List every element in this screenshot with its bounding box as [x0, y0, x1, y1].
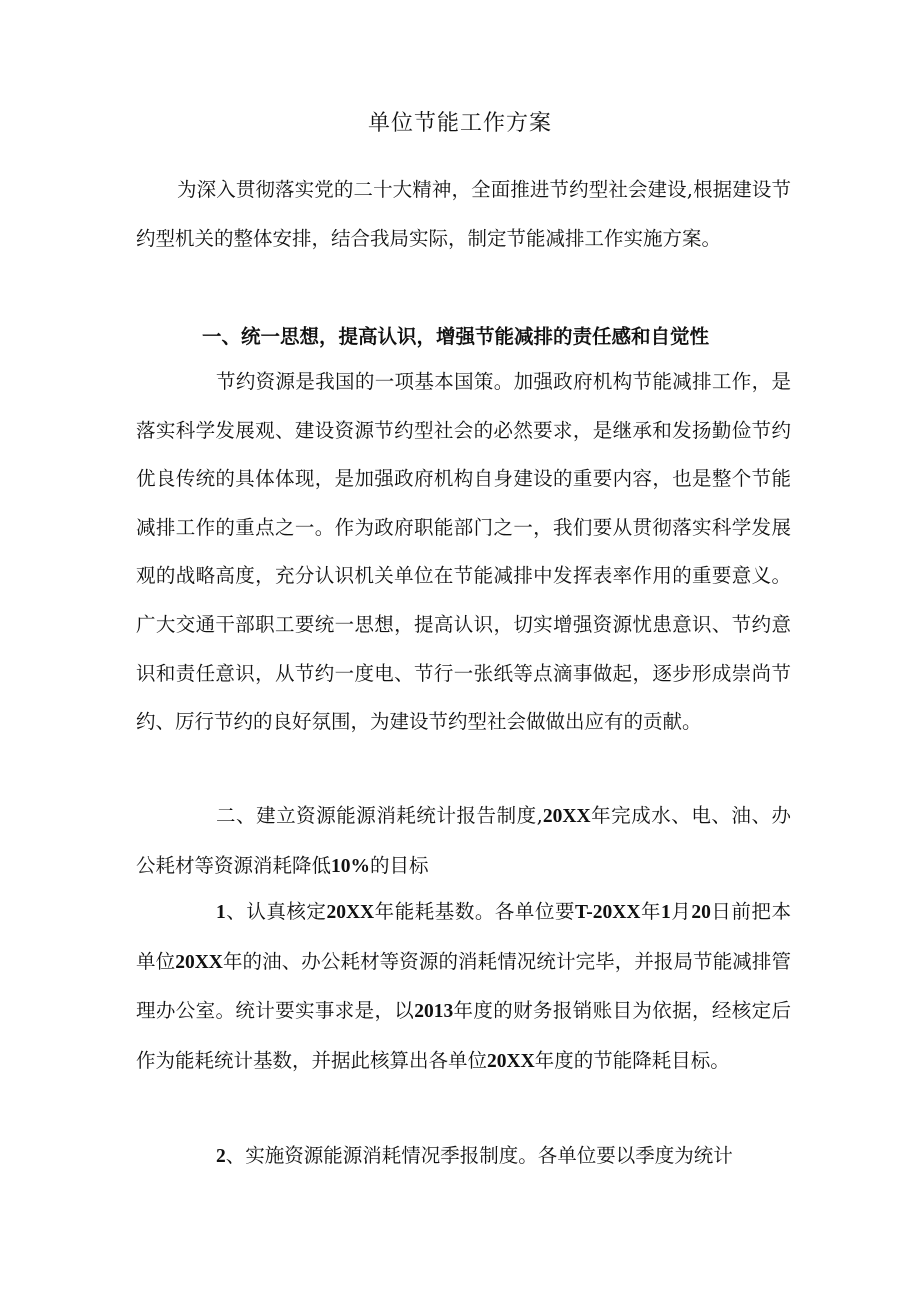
item-2-text: 、实施资源能源消耗情况季报制度。各单位要以季度为统计 [225, 1144, 733, 1167]
section-2-heading-text: 年完成水、电、油、办公耗材等资源消耗降低 [136, 804, 791, 877]
item-1-year: 20XX [175, 951, 223, 973]
section-1-heading: 一、统一思想，提高认识，增强节能减排的责任感和自觉性 [202, 325, 710, 348]
section-2-heading-text: 二、建立资源能源消耗统计报告制度, [216, 804, 543, 827]
item-1-day: 20 [691, 902, 711, 923]
item-1-base-year: 2013 [414, 1001, 454, 1023]
section-2-year: 20XX [542, 806, 591, 827]
item-1-text: 年 [640, 900, 661, 923]
item-1-text: 年度的节能降耗目标。 [534, 1048, 730, 1072]
section-2-heading-text: 的目标 [370, 853, 429, 877]
item-2-paragraph [136, 1132, 791, 1182]
item-1-month: 1 [660, 902, 671, 923]
item-1-text: 年能耗基数。各单位要 [374, 900, 576, 923]
item-2-number: 2 [216, 1146, 226, 1167]
item-1-text: 月 [670, 900, 692, 923]
item-1-deadline-year: T-20XX [575, 902, 641, 923]
item-1-text: 年度的财务报销账目为依据，经核定后作为能耗统计基数，并据此核算出各单位 [136, 999, 791, 1072]
item-1-text: 年的油、办公耗材等资源的消耗情况统计完毕，并报局节能减排管理办公室。统计要实事求是，以 [136, 949, 791, 1023]
item-1-year: 20XX [326, 902, 375, 923]
item-1-text: 、认真核定 [225, 900, 327, 923]
intro-paragraph: 为深入贯彻落实党的二十大精神，全面推进节约型社会建设,根据建设节约型机关的整体安排，结合我局实际，制定节能减排工作实施方案。 [136, 178, 791, 250]
section-2-percent: 10% [331, 855, 371, 877]
item-1-year: 20XX [487, 1050, 535, 1072]
item-1-number: 1 [216, 902, 226, 923]
item-1-paragraph [136, 888, 791, 1086]
document-title: 单位节能工作方案 [367, 111, 552, 136]
item-1-text: 日前把本单位 [136, 900, 791, 973]
section-2-heading [136, 792, 791, 891]
section-1-body: 节约资源是我国的一项基本国策。加强政府机构节能减排工作，是落实科学发展观、建设资源节约型社会的必然要求，是继承和发扬勤俭节约优良传统的具体体现，是加强政府机构自身建设的重要内容，也是整个节能减排工作的重点之一。作为政府职能部门之一，我们要从贯彻落实科学发展观的战略高度，充分认识机关单位在节能减排中发挥表率作用的重要意义。广大交通干部职工要统一思想，提高认识，切实增强资源忧患意识、节约意识和责任意识，从节约一度电、节行一张纸等点滴事做起，逐步形成崇尚节约、厉行节约的良好氛围，为建设节约型社会做做出应有的贡献。 [136, 370, 791, 734]
